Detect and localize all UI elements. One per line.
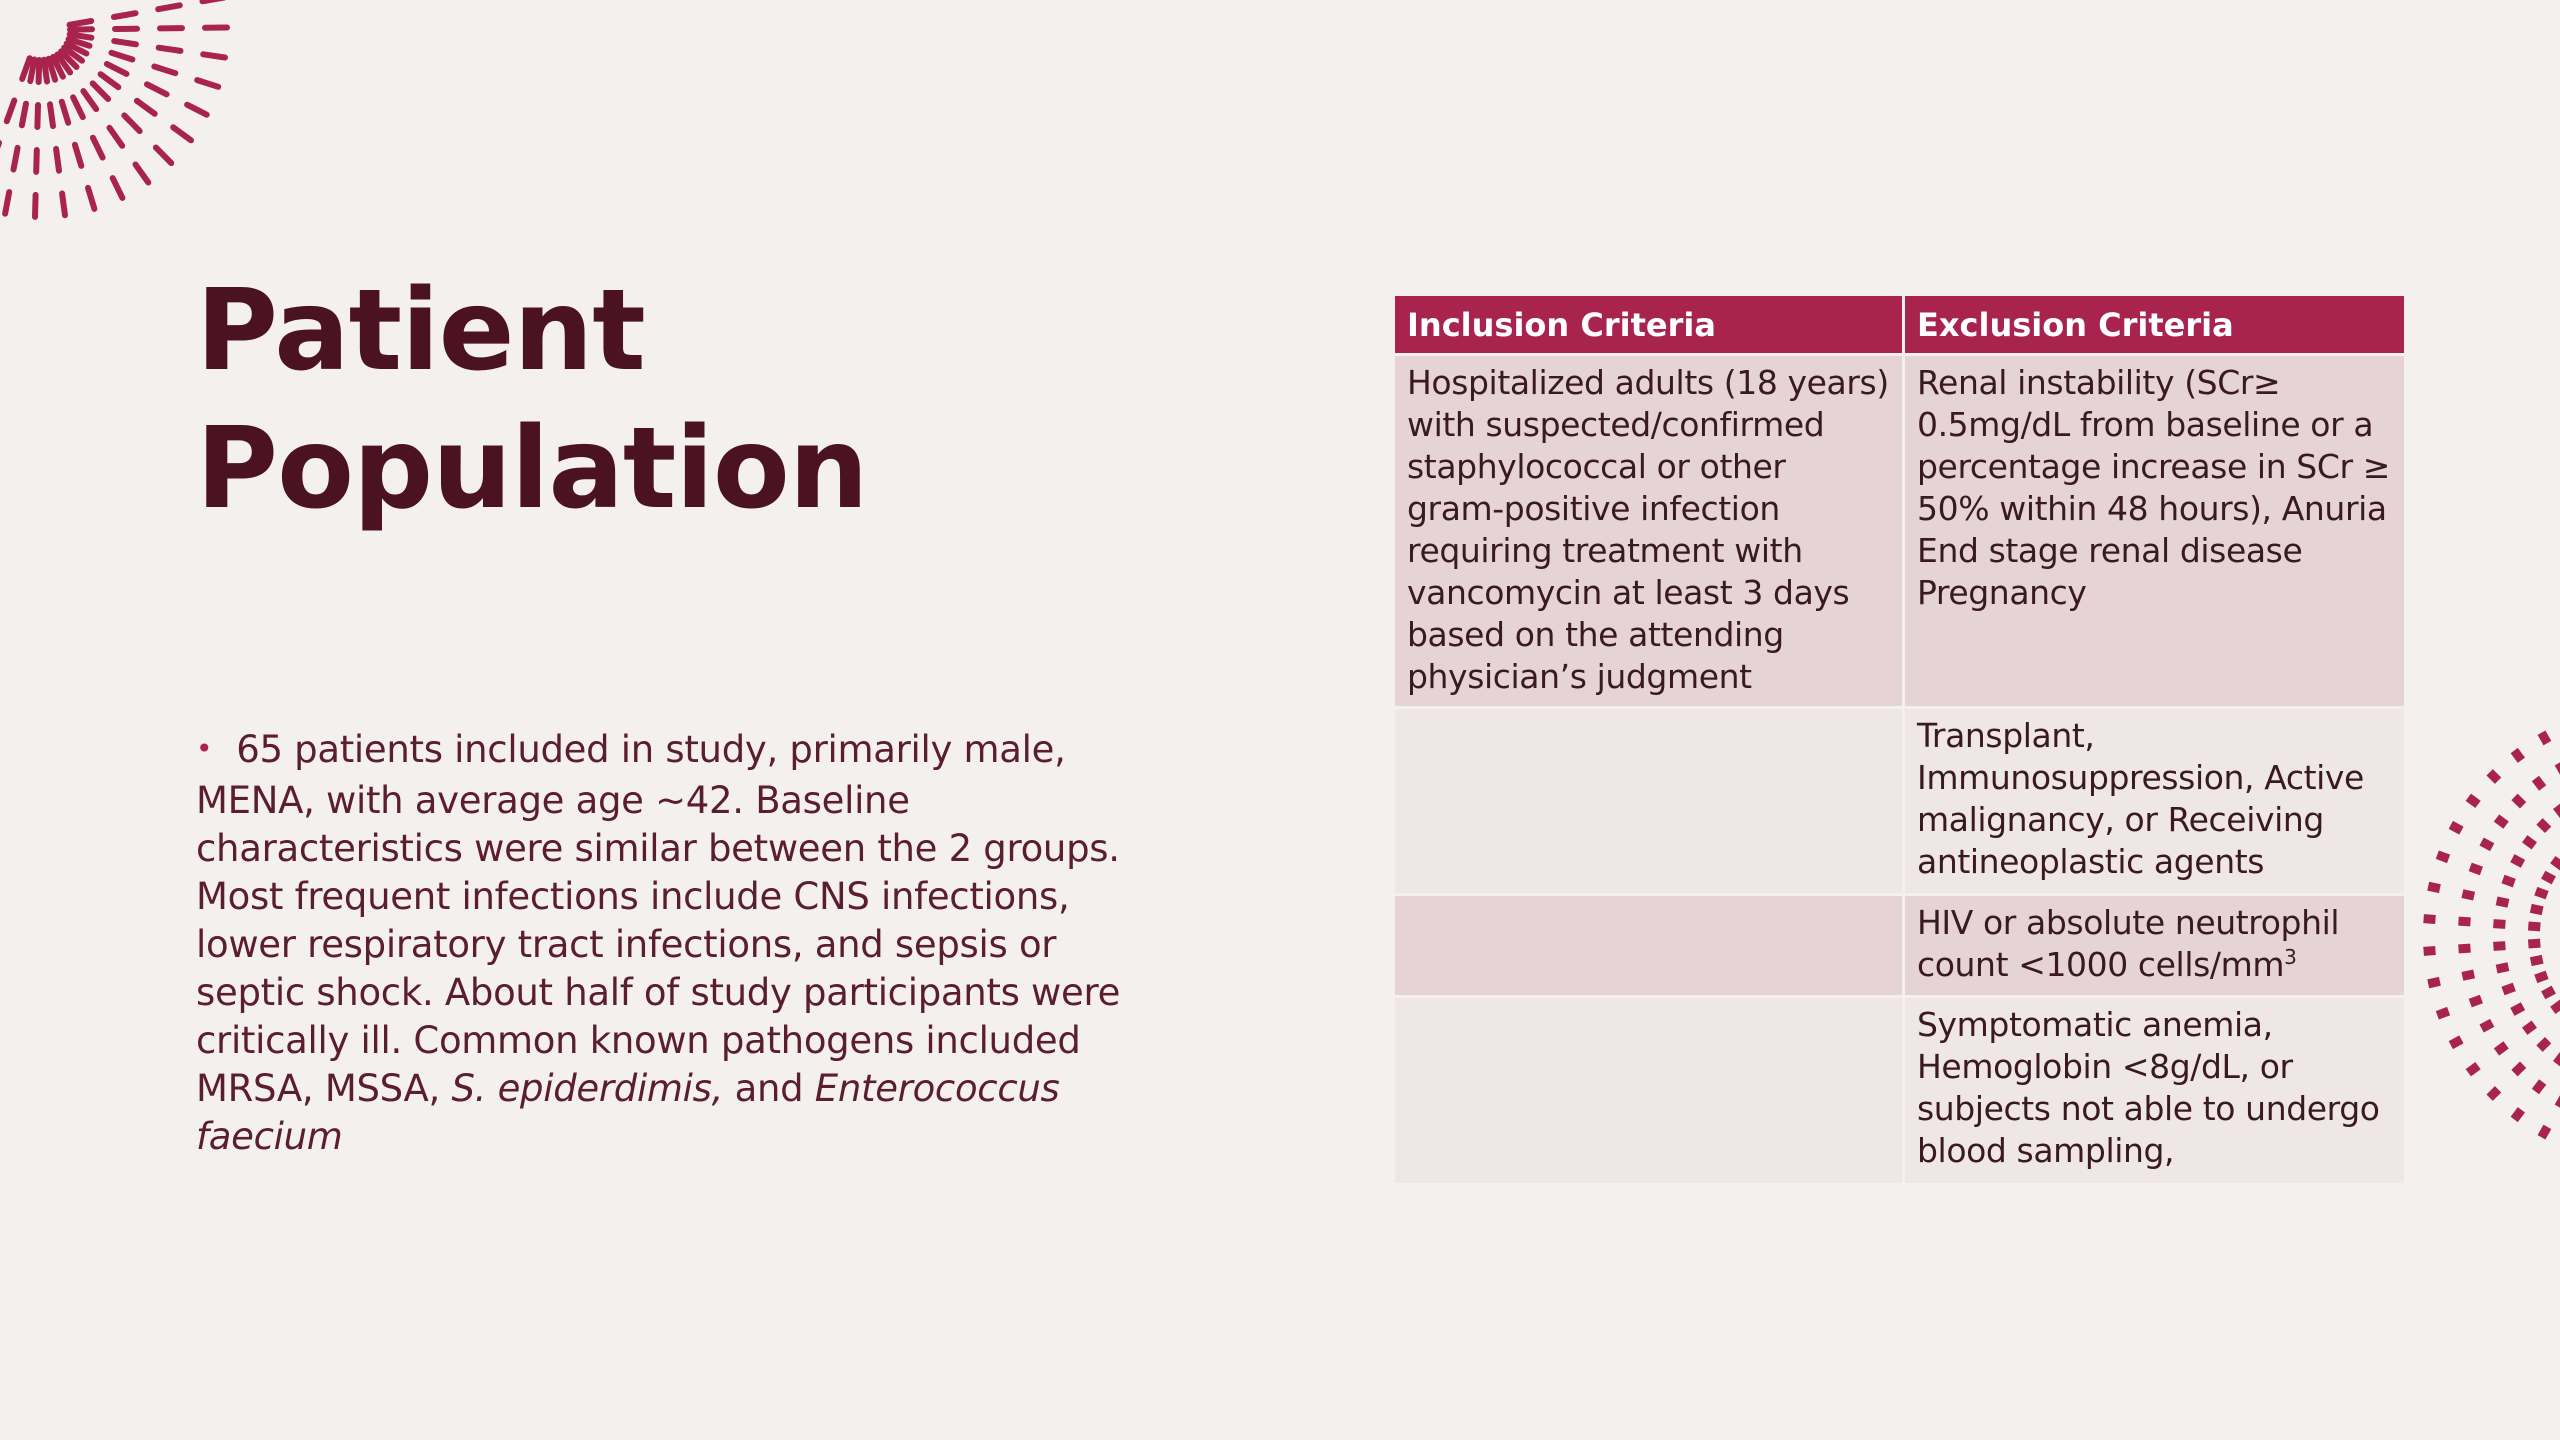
decoration-dash: [2468, 1066, 2478, 1073]
summary-paragraph: [196, 726, 1126, 1161]
decoration-dash: [147, 84, 167, 94]
decoration-dash: [2497, 1045, 2507, 1052]
cell-text: HIV or absolute neutrophil count <1000 cells/mm: [1917, 903, 2340, 984]
decoration-dash: [2528, 943, 2540, 944]
header-inclusion: Inclusion Criteria: [1394, 295, 1904, 355]
decoration-dash: [2515, 797, 2524, 805]
decoration-dash: [62, 194, 65, 216]
decoration-dash: [2536, 891, 2547, 895]
table-row: [1394, 895, 2406, 997]
decoration-dash: [2542, 733, 2548, 743]
decoration-dash: [2503, 987, 2514, 991]
decoration-dash: [2503, 879, 2514, 883]
decoration-dash: [137, 101, 155, 114]
decoration-dash: [114, 13, 136, 17]
decoration-dash: [2531, 959, 2543, 962]
decoration-dash: [113, 178, 123, 198]
decoration-dash: [2482, 842, 2493, 848]
decoration-dash: [37, 105, 38, 127]
table-cell: [1394, 708, 1904, 895]
decoration-dash: [2490, 772, 2499, 780]
decoration-dash: [2428, 981, 2440, 984]
decoration-dash: [73, 97, 83, 117]
decoration-dash: [88, 188, 94, 209]
decoration-dash: [2497, 818, 2507, 825]
decoration-dash: [2528, 926, 2540, 927]
decoration-dash: [2535, 779, 2542, 789]
decoration-dash: [70, 34, 92, 37]
decoration-dash: [2462, 894, 2474, 897]
table-cell: Symptomatic anemia, Hemoglobin <8g/dL, or subjects not able to undergo blood sampling,: [1904, 997, 2406, 1185]
decoration-dash: [2428, 886, 2440, 889]
decoration-dash: [39, 60, 40, 82]
decoration-dash: [2514, 1110, 2521, 1120]
decoration-dash: [62, 102, 68, 123]
table-cell: [1904, 895, 2406, 997]
decoration-dash: [156, 148, 171, 164]
decoration-dash: [2531, 908, 2543, 911]
decoration-dash: [56, 149, 59, 171]
decoration-dash: [114, 41, 136, 44]
summary-italic-2: Enterococcus faecium: [196, 1067, 1060, 1158]
decoration-dash: [203, 0, 225, 1]
decoration-dash: [158, 5, 180, 9]
decoration-dash: [2543, 875, 2554, 881]
decoration-dash: [2470, 999, 2481, 1003]
table-header-row: [1394, 295, 2406, 355]
decoration-dash: [2542, 1127, 2548, 1137]
decoration-dash: [2497, 901, 2509, 904]
table-row: [1394, 997, 2406, 1185]
decoration-dash: [2540, 821, 2549, 829]
decoration-dash: [2490, 1089, 2499, 1097]
decoration-dash: [2424, 951, 2436, 952]
decoration-dash: [2451, 1039, 2462, 1045]
decoration-dash: [2451, 825, 2462, 831]
page-title: [196, 262, 1096, 538]
decoration-dash: [36, 150, 37, 172]
title-line-1: Patient: [196, 266, 645, 396]
decoration-dash: [75, 145, 81, 166]
decoration-dash: [83, 91, 96, 109]
decoration-dash: [2437, 855, 2448, 859]
decoration-dash: [2553, 860, 2560, 867]
decoration-dash: [2470, 867, 2481, 871]
decoration-dash: [110, 128, 123, 146]
decoration-dash: [2525, 1024, 2535, 1031]
decoration-dash: [2512, 1006, 2523, 1012]
table-cell: [1394, 895, 1904, 997]
decoration-dash: [2437, 1011, 2448, 1015]
header-exclusion: Exclusion Criteria: [1904, 295, 2406, 355]
decoration-dash: [173, 127, 191, 140]
decoration-dash: [2493, 946, 2505, 947]
decoration-dash: [93, 83, 108, 99]
decoration-dash: [203, 54, 225, 57]
bullet-marker: •: [196, 732, 213, 765]
decoration-dash: [187, 105, 207, 115]
decoration-dash: [2512, 858, 2523, 864]
decoration-dash: [2482, 1023, 2493, 1029]
decoration-dash: [107, 64, 127, 74]
decoration-dash: [2514, 751, 2521, 761]
decoration-dash: [2493, 924, 2505, 925]
decoration-dash: [112, 53, 133, 60]
decoration-dash: [154, 67, 175, 74]
table-row: [1394, 355, 2406, 708]
summary-text-2: and: [734, 1067, 804, 1110]
decoration-dash: [136, 165, 149, 183]
decoration-dash: [2540, 1040, 2549, 1048]
decoration-dash: [159, 48, 181, 51]
decoration-dash: [14, 148, 18, 170]
decoration-dash: [2543, 990, 2554, 996]
decoration-dash: [2468, 797, 2478, 804]
decoration-dash: [2459, 921, 2471, 922]
decoration-dash: [2424, 919, 2436, 920]
decoration-dash: [2515, 1065, 2524, 1073]
decoration-dash: [2497, 967, 2509, 970]
decoration-dash: [70, 21, 92, 25]
decoration-dash: [2462, 974, 2474, 977]
radial-burst-decoration-top-left: [0, 0, 260, 240]
decoration-dash: [2557, 1054, 2560, 1064]
table-cell: Transplant, Immunosuppression, Active malignancy, or Receiving antineoplastic agents: [1904, 708, 2406, 895]
superscript: 3: [2284, 945, 2297, 969]
decoration-dash: [2536, 975, 2547, 979]
radial-burst-decoration-right: [2410, 690, 2560, 1180]
table-cell: Renal instability (SCr≥ 0.5mg/dL from baseline or a percentage increase in SCr ≥ 50% within 48 hours), Anuria End stage renal disease Pregnancy: [1904, 355, 2406, 708]
summary-italic-1: S. epiderdimis,: [451, 1067, 724, 1110]
decoration-dash: [2459, 948, 2471, 949]
summary-text-1: 65 patients included in study, primarily male, MENA, with average age ~42. Baseline characteristics were similar between the 2 groups. Most frequent infections include CNS infections, lower respiratory tract infections, and sepsis or septic shock. About half of study participants were critically ill. Common known pathogens included MRSA, MSSA,: [196, 728, 1121, 1110]
decoration-dash: [124, 115, 139, 131]
decoration-dash: [2553, 1003, 2560, 1010]
criteria-table: [1392, 293, 2407, 1186]
table-row: [1394, 708, 2406, 895]
decoration-dash: [35, 195, 36, 217]
decoration-dash: [44, 60, 47, 82]
table-cell: [1394, 997, 1904, 1185]
decoration-dash: [197, 80, 218, 87]
decoration-dash: [2535, 1082, 2542, 1092]
table-cell: Hospitalized adults (18 years) with suspected/confirmed staphylococcal or other gram-positive infection requiring treatment with vancomycin at least 3 days based on the attending physician’s judgment: [1394, 355, 1904, 708]
decoration-dash: [101, 74, 119, 87]
title-line-2: Population: [196, 404, 868, 534]
decoration-dash: [2525, 839, 2535, 846]
decoration-dash: [2557, 806, 2560, 816]
decoration-dash: [5, 192, 9, 214]
decoration-dash: [22, 104, 26, 126]
decoration-dash: [93, 138, 103, 158]
decoration-dash: [7, 101, 15, 122]
decoration-dash: [50, 104, 53, 126]
